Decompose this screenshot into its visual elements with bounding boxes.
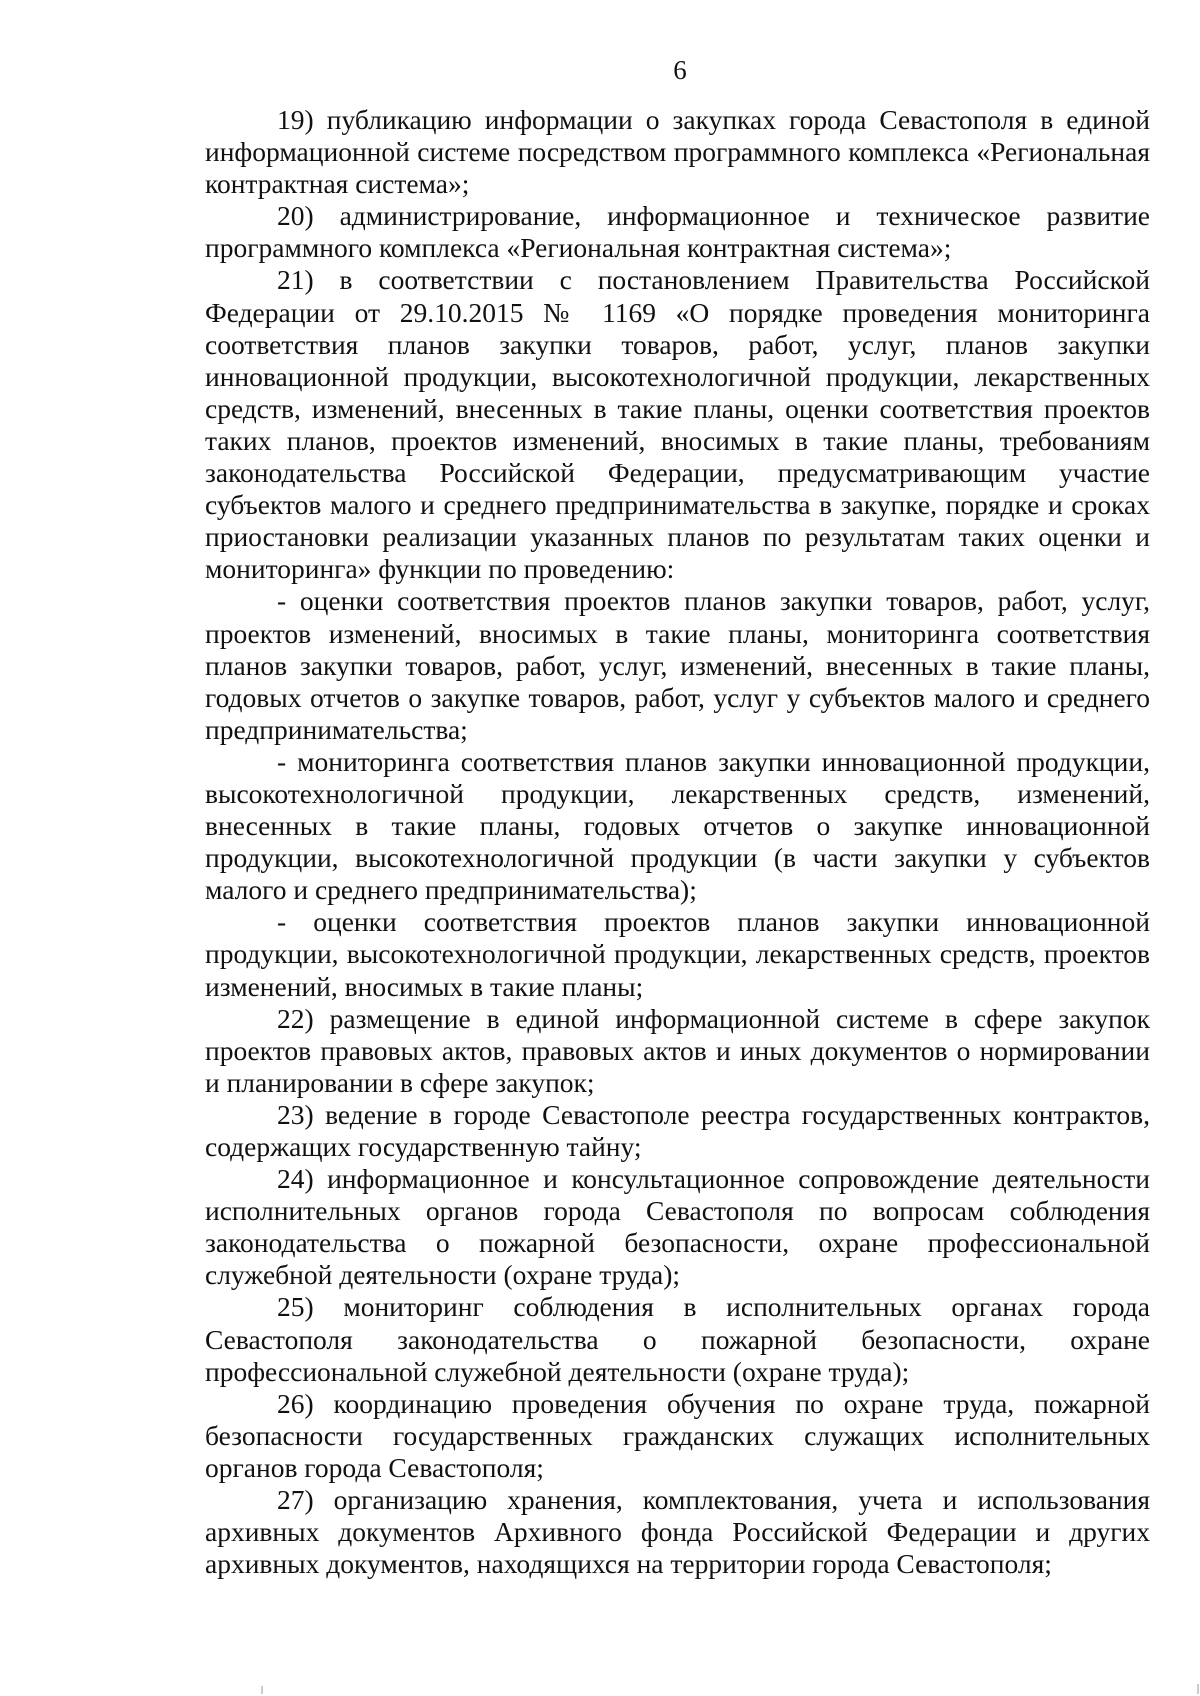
paragraph-26: 26) координацию проведения обучения по охране труда, пожарной безопасности государственных гражданских служащих исполнительных органов города Севастополя; [205,1387,1150,1483]
paragraph-22: 22) размещение в единой информационной системе в сфере закупок проектов правовых актов, правовых актов и иных документов о нормировании и планировании в сфере закупок; [205,1002,1150,1098]
page-number: 6 [673,55,687,85]
paragraph-19: 19) публикацию информации о закупках города Севастополя в единой информационной системе посредством программного комплекса «Региональная контрактная система»; [205,104,1150,200]
paragraph-21: 21) в соответствии с постановлением Правительства Российской Федерации от 29.10.2015 № 1169 «О порядке проведения мониторинга соответствия планов закупки товаров, работ, услуг, планов закупки инновационной продукции, высокотехнологичной продукции, лекарственных средств, изменений, внесенных в такие планы, оценки соответствия проектов таких планов, проектов изменений, вносимых в такие планы, требованиям законодательства Российской Федерации, предусматривающим участие субъектов малого и среднего предпринимательства в закупке, порядке и сроках приостановки реализации указанных планов по результатам таких оценки и мониторинга» функции по проведению: [205,264,1150,585]
paragraph-20: 20) администрирование, информационное и техническое развитие программного комплекса «Региональная контрактная система»; [205,200,1150,264]
paragraph-21-bullet-3: - оценки соответствия проектов планов закупки инновационной продукции, высокотехнологичной продукции, лекарственных средств, проектов изменений, вносимых в такие планы; [205,906,1150,1002]
paragraph-23: 23) ведение в городе Севастополе реестра государственных контрактов, содержащих государственную тайну; [205,1098,1150,1162]
paragraph-21-bullet-2: - мониторинга соответствия планов закупки инновационной продукции, высокотехнологичной продукции, лекарственных средств, изменений, внесенных в такие планы, годовых отчетов о закупке инновационной продукции, высокотехнологичной продукции (в части закупки у субъектов малого и среднего предпринимательства); [205,745,1150,906]
paragraph-21-bullet-1: - оценки соответствия проектов планов закупки товаров, работ, услуг, проектов изменений, вносимых в такие планы, мониторинга соответствия планов закупки товаров, работ, услуг, изменений, внесенных в такие планы, годовых отчетов о закупке товаров, работ, услуг у субъектов малого и среднего предпринимательства; [205,585,1150,745]
paragraph-24: 24) информационное и консультационное сопровождение деятельности исполнительных органов города Севастополя по вопросам соблюдения законодательства о пожарной безопасности, охране профессиональной служебной деятельности (охране труда); [205,1163,1150,1291]
paragraph-27: 27) организацию хранения, комплектования, учета и использования архивных документов Архивного фонда Российской Федерации и других архивных документов, находящихся на территории города Севастополя; [205,1484,1150,1580]
document-body [205,104,1150,1580]
paragraph-25: 25) мониторинг соблюдения в исполнительных органах города Севастополя законодательства о пожарной безопасности, охране профессиональной служебной деятельности (охране труда); [205,1291,1150,1387]
